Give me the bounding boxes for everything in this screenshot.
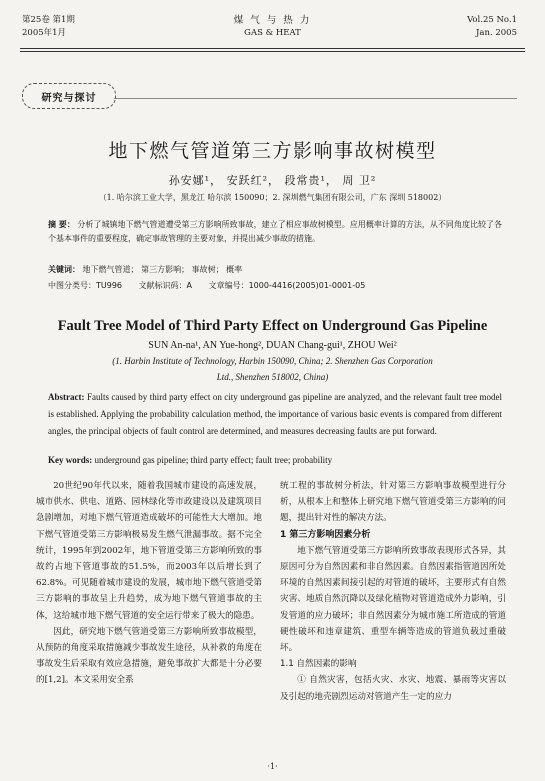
section-label: 研究与探讨: [41, 92, 97, 104]
journal-volume-info-en: [467, 14, 517, 40]
body-column-left: [36, 478, 262, 689]
keywords-text-cn: 地下燃气管道； 第三方影响； 事故树； 概率: [82, 265, 243, 274]
keywords-text-en: underground gas pipeline; third party effect; fault tree; probability: [94, 455, 333, 465]
abstract-label-en: Abstract:: [48, 392, 85, 402]
document-code: 文献标识码：A: [138, 281, 193, 290]
volume-issue: 第25卷 第1期: [22, 15, 75, 25]
title-english: Fault Tree Model of Third Party Effect on Underground Gas Pipeline: [57, 318, 488, 334]
section-heading: 1 第三方影响因素分析: [280, 529, 371, 540]
keywords-chinese: [48, 264, 242, 275]
issue-date-en: Jan. 2005: [476, 28, 517, 38]
paragraph: ① 自然灾害，包括火灾、水灾、地震、暴雨等灾害以及引起的地壳剧烈运动对管道产生一定的应力: [280, 675, 506, 702]
paragraph: 地下燃气管道受第三方影响所致事故表现形式各异，其原因可分为自然因素和非自然因素。自然因素指管道因所处环境的自然因素间接引起的对管道的破坏，主要形式有自然灾害、地质自然沉降以及绿化植物对管道造成外力影响，引发管道的应力破坏；非自然因素分为城市施工所造成的管道硬性破坏和违章建筑、重型车辆等造成的管道负载过重破坏。: [280, 545, 506, 654]
journal-name-cn: 煤 气 与 热 力: [233, 15, 312, 26]
affiliations-english-line2: Ltd., Shenzhen 518002, China): [216, 372, 329, 382]
running-header: [0, 0, 545, 56]
paragraph: 统工程的事故树分析法，针对第三方影响事故模型进行分析，从根本上和整体上研究地下燃气管道受第三方影响的问题，提出针对性的解决方法。: [280, 481, 506, 524]
journal-name-en: GAS & HEAT: [244, 28, 301, 38]
abstract-english: [48, 389, 502, 440]
section-divider: [114, 98, 517, 99]
page-number: ·1·: [267, 762, 278, 771]
keywords-label-cn: 关键词：: [48, 265, 80, 274]
abstract-text-cn: 分析了城镇地下燃气管道遭受第三方影响所致事故，建立了相应事故树模型。应用概率计算的方法，从不同角度比较了各个基本事件的重要程度，确定事故管理的主要对象，并提出减少事故的措施。: [48, 220, 502, 243]
paragraph: 20世纪90年代以来，随着我国城市建设的高速发展，城市供水、供电、道路、园林绿化等市政建设以及建筑项目急剧增加，对地下燃气管道造成破坏的可能性大大增加。地下燃气管道受第三方影响极易发生燃气泄漏事故。据不完全统计，1995年到2002年，地下管道受第三方影响所致的事故约占地下管道事故的51.5%，而2003年以后增长到了62.8%。可见随着城市建设的发展，城市地下燃气管道受第三方影响的事故呈上升趋势，成为地下燃气管道事故的主体，这给城市地下燃气管道的安全运行带来了极大的隐患。: [36, 481, 262, 621]
authors-english: SUN An-na¹, AN Yue-hong², DUAN Chang-gui¹, ZHOU Wei²: [148, 340, 397, 351]
title-chinese: 地下燃气管道第三方影响事故树模型: [108, 140, 437, 162]
affiliations-english-line1: (1. Harbin Institute of Technology, Harbin 150090, China; 2. Shenzhen Gas Corporation: [112, 356, 433, 366]
volume-issue-en: Vol.25 No.1: [467, 15, 517, 25]
issue-date: 2005年1月: [22, 28, 67, 38]
abstract-label-cn: 摘 要：: [48, 220, 75, 229]
classification-line: [48, 280, 379, 291]
article-number: 文章编号：1000-4416(2005)01-0001-05: [208, 281, 366, 290]
section-label-box: [22, 83, 116, 109]
clc-number: 中图分类号：TU996: [48, 281, 123, 290]
authors-chinese: 孙安娜¹， 安跃红²， 段常贵¹， 周 卫²: [168, 174, 377, 187]
journal-name: [0, 14, 545, 40]
body-column-right: [280, 478, 506, 705]
subsection-heading: 1.1 自然因素的影响: [280, 659, 357, 670]
paragraph: 因此，研究地下燃气管道受第三方影响所致事故模型，从预防的角度采取措施减少事故发生途径，从补救的角度在事故发生后采取有效应急措施，避免事故扩大都是十分必要的[1,2]。本文采用安全系: [36, 626, 262, 686]
abstract-text-en: Faults caused by third party effect on city underground gas pipeline are analyzed, and the relevant fault tree model is established. Applying the probability calculation method, the importance of various basic events is compared from different angles, the principal objects of fault control are determined, and measures decreasing faults are put forward.: [48, 392, 502, 436]
affiliations-chinese: （1. 哈尔滨工业大学，黑龙江 哈尔滨 150090；2. 深圳燃气集团有限公司，广东 深圳 518002）: [98, 193, 447, 202]
keywords-label-en: Key words:: [48, 455, 93, 465]
header-rule-secondary: [20, 51, 525, 52]
keywords-english: [48, 455, 332, 465]
header-rule: [20, 48, 525, 49]
abstract-chinese: [48, 218, 502, 246]
